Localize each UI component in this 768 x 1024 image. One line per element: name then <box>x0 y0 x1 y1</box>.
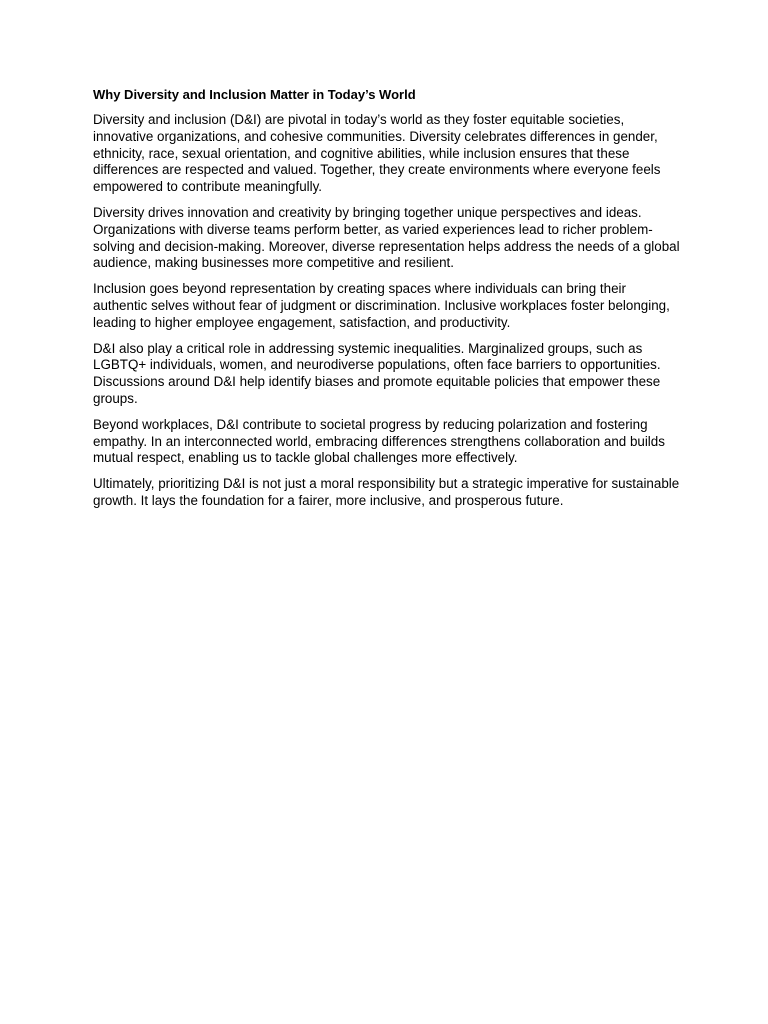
paragraph-3: Inclusion goes beyond representation by creating spaces where individuals can bring their authentic selves without fear of judgment or discrimination. Inclusive workplaces foster belonging, leading to higher employee engagement, satisfaction, and productivity. <box>93 281 670 330</box>
paragraph-2: Diversity drives innovation and creativity by bringing together unique perspectives and ideas. Organizations with diverse teams perform better, as varied experiences lead to richer problem-solving and decision-making. Moreover, diverse representation helps address the needs of a global audience, making businesses more competitive and resilient. <box>93 204 680 271</box>
paragraph-4: D&I also play a critical role in addressing systemic inequalities. Marginalized groups, such as LGBTQ+ individuals, women, and neurodiverse populations, often face barriers to opportunities. Discussions around D&I help identify biases and promote equitable policies that empower these groups. <box>93 340 661 406</box>
document-title: Why Diversity and Inclusion Matter in Today’s World <box>93 87 416 102</box>
document-page <box>93 86 683 519</box>
paragraph-5: Beyond workplaces, D&I contribute to societal progress by reducing polarization and fostering empathy. In an interconnected world, embracing differences strengthens collaboration and builds mutual respect, enabling us to tackle global challenges more effectively. <box>93 416 665 466</box>
paragraph-1: Diversity and inclusion (D&I) are pivotal in today’s world as they foster equitable societies, innovative organizations, and cohesive communities. Diversity celebrates differences in gender, ethnicity, race, sexual orientation, and cognitive abilities, while inclusion ensures that these differences are respected and valued. Together, they create environments where everyone feels empowered to contribute meaningfully. <box>93 112 661 195</box>
paragraph-6: Ultimately, prioritizing D&I is not just a moral responsibility but a strategic imperative for sustainable growth. It lays the foundation for a fairer, more inclusive, and prosperous future. <box>93 476 680 508</box>
